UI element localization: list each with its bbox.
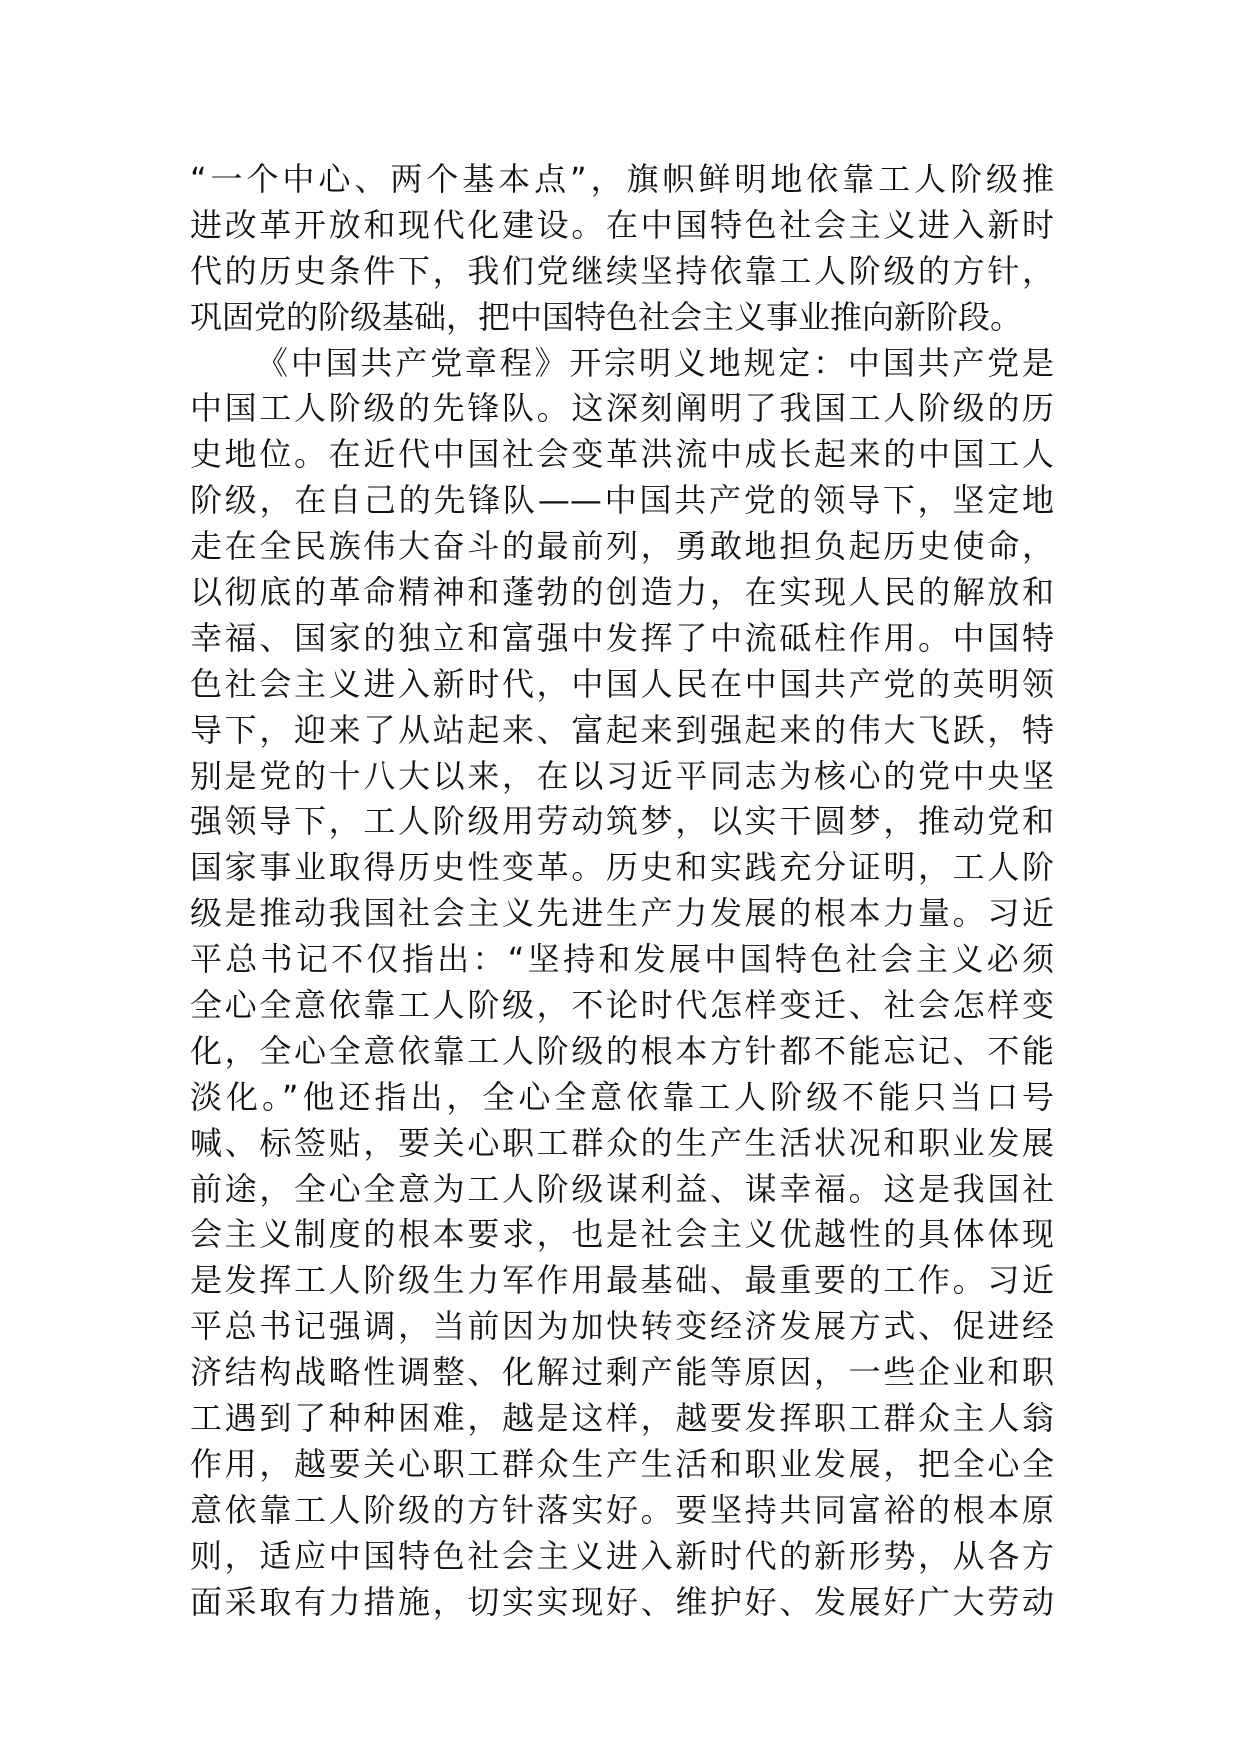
text-line: 则，适应中国特色社会主义进入新时代的新形势，从各方 xyxy=(190,1536,1054,1575)
text-line: 面采取有力措施，切实实现好、维护好、发展好广大劳动 xyxy=(190,1582,1054,1621)
text-line: 代的历史条件下，我们党继续坚持依靠工人阶级的方针， xyxy=(190,251,1054,290)
body-text xyxy=(190,157,1054,1626)
text-line: 化，全心全意依靠工人阶级的根本方针都不能忘记、不能 xyxy=(190,1031,1054,1070)
text-line: 以彻底的革命精神和蓬勃的创造力，在实现人民的解放和 xyxy=(190,573,1054,612)
text-line: 《中国共产党章程》开宗明义地规定：中国共产党是 xyxy=(256,343,1054,382)
text-line: 国家事业取得历史性变革。历史和实践充分证明，工人阶 xyxy=(190,848,1054,887)
text-line: 阶级，在自己的先锋队——中国共产党的领导下，坚定地 xyxy=(190,481,1054,520)
text-line: 是发挥工人阶级生力军作用最基础、最重要的工作。习近 xyxy=(190,1261,1054,1300)
text-line: 强领导下，工人阶级用劳动筑梦，以实干圆梦，推动党和 xyxy=(190,802,1054,841)
text-line: 平总书记强调，当前因为加快转变经济发展方式、促进经 xyxy=(190,1307,1054,1346)
text-line: 进改革开放和现代化建设。在中国特色社会主义进入新时 xyxy=(190,205,1054,244)
text-line: 淡化。”他还指出，全心全意依靠工人阶级不能只当口号 xyxy=(190,1077,1054,1116)
text-line: 意依靠工人阶级的方针落实好。要坚持共同富裕的根本原 xyxy=(190,1490,1054,1529)
text-line: 工遇到了种种困难，越是这样，越要发挥职工群众主人翁 xyxy=(190,1399,1054,1438)
text-line: 幸福、国家的独立和富强中发挥了中流砥柱作用。中国特 xyxy=(190,618,1054,657)
text-line: 级是推动我国社会主义先进生产力发展的根本力量。习近 xyxy=(190,894,1054,933)
text-line: 巩固党的阶级基础，把中国特色社会主义事业推向新阶段。 xyxy=(190,297,1023,336)
text-line: 走在全民族伟大奋斗的最前列，勇敢地担负起历史使命， xyxy=(190,527,1054,566)
paragraph-1 xyxy=(190,157,1054,341)
text-line: 全心全意依靠工人阶级，不论时代怎样变迁、社会怎样变 xyxy=(190,986,1054,1025)
text-line: 别是党的十八大以来，在以习近平同志为核心的党中央坚 xyxy=(190,756,1054,795)
text-line: 前途，全心全意为工人阶级谋利益、谋幸福。这是我国社 xyxy=(190,1169,1054,1208)
text-line: “一个中心、两个基本点”，旗帜鲜明地依靠工人阶级推 xyxy=(190,160,1054,198)
text-line: 平总书记不仅指出：“坚持和发展中国特色社会主义必须 xyxy=(190,940,1054,979)
text-line: 导下，迎来了从站起来、富起来到强起来的伟大飞跃，特 xyxy=(190,710,1054,749)
text-line: 色社会主义进入新时代，中国人民在中国共产党的英明领 xyxy=(190,664,1054,703)
text-line: 喊、标签贴，要关心职工群众的生产生活状况和职业发展 xyxy=(190,1123,1054,1162)
text-line: 史地位。在近代中国社会变革洪流中成长起来的中国工人 xyxy=(190,435,1054,474)
text-line: 会主义制度的根本要求，也是社会主义优越性的具体体现 xyxy=(190,1215,1054,1254)
paragraph-2 xyxy=(190,341,1054,1626)
text-line: 作用，越要关心职工群众生产生活和职业发展，把全心全 xyxy=(190,1444,1054,1483)
text-line: 中国工人阶级的先锋队。这深刻阐明了我国工人阶级的历 xyxy=(190,389,1054,428)
text-line: 济结构战略性调整、化解过剩产能等原因，一些企业和职 xyxy=(190,1353,1054,1392)
